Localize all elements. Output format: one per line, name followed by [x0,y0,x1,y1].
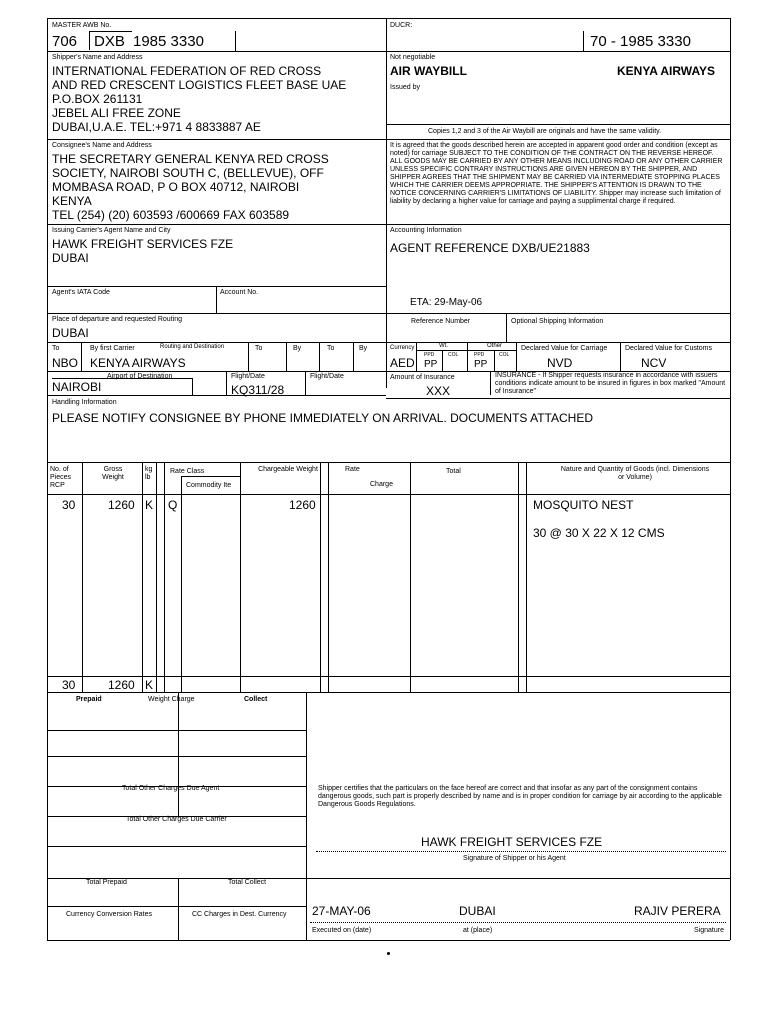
reference-number-label: Reference Number [411,318,471,325]
ducr-label: DUCR: [390,22,413,29]
pieces-header: No. of Pieces RCP [50,466,72,489]
chargeable-weight-header: Chargeable Weight [258,466,318,473]
master-awb-label: MASTER AWB No. [52,22,112,29]
prepaid-label: Prepaid [76,696,102,703]
shipper-line: DUBAI,U.A.E. TEL:+971 4 8833887 AE [52,120,261,134]
other-due-agent-label: Total Other Charges Due Agent [122,785,220,792]
rate-header: Rate [345,466,360,473]
departure-value: DUBAI [52,326,89,340]
air-waybill-title: AIR WAYBILL [390,64,467,78]
departure-label: Place of departure and requested Routing [52,316,182,323]
other-due-carrier-label: Total Other Charges Due Carrier [126,816,227,823]
by-label-3: By [359,345,368,352]
amount-insurance-label: Amount of Insurance [390,374,455,381]
execution-date: 27-MAY-06 [312,904,371,918]
insurance-value: XXX [426,384,451,398]
to-label: To [52,345,60,352]
awb-number-right: 70 - 1985 3330 [590,33,691,50]
insurance-text: INSURANCE - If Shipper requests insurance in accordance with issuers conditions indicate amount to be insured in figures in box marked "Amount of Insurance" [495,372,726,395]
not-negotiable: Not negotiable [390,54,436,61]
accounting-info: AGENT REFERENCE DXB/UE21883 [390,241,590,255]
shipper-line: JEBEL ALI FREE ZONE [52,106,181,120]
issued-by-label: Issued by [390,84,420,91]
other-ppd-label: PPD [474,352,485,358]
total-weight-value: 1260 [108,678,135,692]
collect-label: Collect [244,696,268,703]
agent-city: DUBAI [52,251,89,265]
agent-name: HAWK FREIGHT SERVICES FZE [52,237,234,251]
currency-value: AED [390,356,415,370]
signer-name: RAJIV PERERA [634,904,721,918]
executed-on-label: Executed on (date) [312,927,372,934]
destination-value: NAIROBI [52,380,102,394]
unit-value: K [145,498,154,512]
execution-place: DUBAI [459,904,496,918]
origin-code: DXB [94,33,125,50]
consignee-line: KENYA [52,194,92,208]
origin-code-box [89,31,132,50]
routing-destination-label: Routing and Destination [160,344,225,350]
currency-label: Currency [390,345,415,351]
pieces-value: 30 [62,498,76,512]
commodity-header: Commodity Ite [186,482,232,489]
declared-carriage-label: Declared Value for Carriage [521,345,608,352]
optional-shipping-label: Optional Shipping Information [511,318,604,325]
awb-prefix: 706 [52,33,78,50]
nature-goods-header: Nature and Quantity of Goods (incl. Dimensions or Volume) [560,466,710,481]
wt-col-label: COL [448,352,459,358]
accounting-label: Accounting Information [390,227,462,234]
total-prepaid-label: Total Prepaid [86,879,127,886]
shipper-line: INTERNATIONAL FEDERATION OF RED CROSS [52,64,322,78]
account-no-label: Account No. [220,289,259,296]
consignee-line: TEL (254) (20) 603593 /600669 FAX 603589 [52,208,290,222]
carrier-name: KENYA AIRWAYS [617,64,716,78]
shipper-address [52,64,346,134]
wt-ppd-label: PPD [424,352,435,358]
shipper-line: P.O.BOX 261131 [52,92,143,106]
other-label: Other [487,343,503,349]
flight-date-label: Flight/Date [231,373,265,380]
agent-block [52,237,233,265]
other-ppd-value: PP [474,359,488,370]
consignee-line: THE SECRETARY GENERAL KENYA RED CROSS [52,152,329,166]
total-pieces-value: 30 [62,678,76,692]
signature-shipper-label: Signature of Shipper or his Agent [463,855,566,862]
total-header: Total [446,468,461,475]
consignee-line: MOMBASA ROAD, P O BOX 40712, NAIROBI [52,180,300,194]
chargeable-value: 1260 [289,498,316,512]
goods-description: MOSQUITO NEST [533,498,634,512]
dot-mark [387,952,390,955]
handling-label: Handling Information [52,399,117,406]
weight-charge-label: Weight Charge [148,696,195,703]
shipper-certification: Shipper certifies that the particulars on the face hereof are correct and that insofar as any part of the consignment contains dangerous goods, such part is properly described by name and is in proper condition for carriage by air according to the applicable Dangerous Goods Regulations. [318,785,722,808]
consignee-address [52,152,329,222]
total-unit-value: K [145,678,154,692]
flight-value: KQ311/28 [231,383,285,397]
copies-note: Copies 1,2 and 3 of the Air Waybill are originals and have the same validity. [428,128,662,135]
wt-label: Wt. [439,343,448,349]
conditions-text: It is agreed that the goods described herein are accepted in apparent good order and condition (except as noted) for carriage SUBJECT TO THE CONDITION OF THE CONTRACT ON THE REVERSE HEREOF. ALL GOODS MAY BE CARRIED BY ANY OTHER MEANS INCLUDING ROAD OR ANY OTHER CARRIER UNLESS SPECIFIC CONTRARY INSTRUCTIONS ARE GIVEN HEREON BY THE SHIPPER, AND SHIPPER AGREES THAT THE SHIPMENT MAY BE CARRIED VIA INTERMEDIATE STOPPING PLACES WHICH THE CARRIER DEEMS APPROPRIATE. THE SHIPPER'S ATTENTION IS DRAWN TO THE NOTICE CONCERNING CARRIER'S LIMITATIONS OF LIABILITY. Shipper may increase such limitation of liability by declaring a higher value for carriage and paying a supplimental charge if required. [390,142,723,205]
charge-header: Charge [370,481,393,488]
goods-dimensions: 30 @ 30 X 22 X 12 CMS [533,526,665,540]
wt-ppd-value: PP [424,359,438,370]
signature-label: Signature [694,927,724,934]
cc-charges-label: CC Charges in Dest. Currency [192,911,287,918]
flight-date-label-2: Flight/Date [310,373,344,380]
weight-value: 1260 [108,498,135,512]
to-label-2: To [255,345,263,352]
currency-conversion-label: Currency Conversion Rates [66,911,152,918]
to-label-3: To [327,345,335,352]
consignee-label: Consignee's Name and Address [52,142,152,149]
shipper-label: Shipper's Name and Address [52,54,143,61]
gross-weight-header: Gross Weight [102,466,124,481]
customs-value: NCV [641,356,667,370]
other-col-label: COL [499,352,510,358]
at-place-label: at (place) [463,927,493,934]
first-carrier-label: By first Carrier [90,345,135,352]
awb-serial: 1985 3330 [133,33,204,50]
route-to-value: NBO [52,356,79,370]
carriage-value: NVD [547,356,573,370]
consignee-line: SOCIETY, NAIROBI SOUTH C, (BELLEVUE), OFF [52,166,324,180]
route-carrier-value: KENYA AIRWAYS [90,356,186,370]
kg-lb-header: kg lb [145,466,153,481]
rate-class-header: Rate Class [170,468,205,475]
signatory-name: HAWK FREIGHT SERVICES FZE [421,835,603,849]
total-collect-label: Total Collect [228,879,267,886]
iata-code-label: Agent's IATA Code [52,289,110,296]
shipper-line: AND RED CRESCENT LOGISTICS FLEET BASE UAE [52,78,347,92]
rate-class-value: Q [168,498,178,512]
by-label-2: By [293,345,302,352]
issuing-agent-label: Issuing Carrier's Agent Name and City [52,227,171,234]
airport-destination-label: Airport of Destination [107,373,173,380]
handling-info: PLEASE NOTIFY CONSIGNEE BY PHONE IMMEDIATELY ON ARRIVAL. DOCUMENTS ATTACHED [52,411,593,425]
declared-customs-label: Declared Value for Customs [625,345,713,352]
eta-text: ETA: 29-May-06 [410,297,483,308]
